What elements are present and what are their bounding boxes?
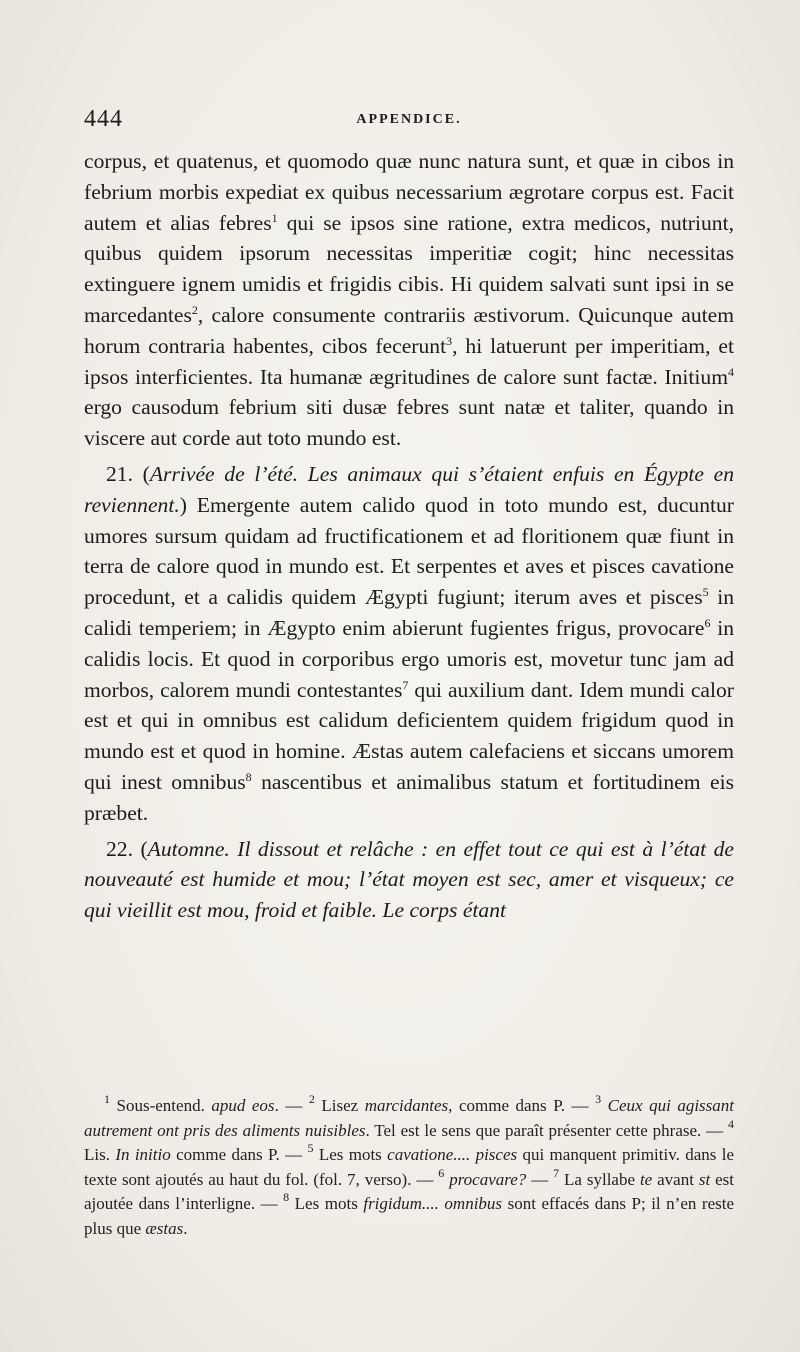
text-run: qui se ipsos sine ratione, extra medicos, nutriunt, quibus quidem ipsorum necessitas imperitiæ cogit; hinc necessitas extinguere ignem umidis et frigidis cibis. Hi quidem salvati sunt ipsi in se marcedantes <box>84 210 734 327</box>
italic-text: frigidum.... omnibus <box>363 1194 503 1214</box>
italic-text: cavatione.... pisces <box>387 1145 518 1165</box>
text-run: ergo causodum febrium siti dusæ febres sunt natæ et taliter, quando in viscere aut corde aut toto mundo est. <box>84 395 734 451</box>
italic-text: Ceux qui agissant autrement ont pris des aliments nuisibles <box>84 1096 734 1140</box>
running-head: APPENDICE. <box>356 112 462 127</box>
footnote-ref: 1 <box>271 210 278 225</box>
text-run: in calidis locis. Et quod in corporibus ergo umoris est, movetur tunc jam ad morbos, calorem mundi contestantes <box>84 615 734 702</box>
text-run: 22. ( <box>106 836 148 861</box>
footnote-ref: 3 <box>446 333 453 348</box>
footnote-ref: 1 <box>104 1092 110 1106</box>
text-run: . Tel est le sens que paraît présenter cette phrase. — <box>365 1120 728 1140</box>
text-run: nascentibus et animalibus statum et fortitudinem eis præbet. <box>84 769 734 825</box>
text-run: corpus, et quatenus, et quomodo quæ nunc natura sunt, et quæ in cibos in febrium morbis expediat ex quibus necessarium ægrotare corpus est. Facit autem et alias febres <box>84 149 734 235</box>
text-run: 21. ( <box>106 461 150 486</box>
footnote-ref: 8 <box>283 1190 290 1205</box>
text-run: . — <box>274 1096 309 1115</box>
paragraph-continuation <box>84 146 734 454</box>
footnote-block <box>84 1094 734 1242</box>
text-run: , comme dans P. — <box>448 1096 596 1115</box>
footnote-ref: 5 <box>307 1141 314 1156</box>
italic-text: marcidantes <box>364 1096 449 1115</box>
italic-text: st <box>698 1169 711 1189</box>
footnote-ref: 5 <box>702 585 709 600</box>
text-run: , calore consumente contrariis æstivorum. Quicunque autem horum contraria habentes, cibos fecerunt <box>84 302 734 358</box>
text-run: avant <box>652 1169 699 1189</box>
page-header <box>84 106 734 136</box>
footnote-ref: 8 <box>245 769 252 784</box>
text-run: est ajoutée dans l’interligne. — <box>84 1169 734 1214</box>
text-run: in calidi temperiem; in Ægypto enim abierunt fugientes frigus, provocare <box>84 585 734 640</box>
footnote-ref: 2 <box>308 1092 315 1106</box>
text-run: — <box>526 1169 554 1189</box>
text-run: , hi latuerunt per imperitiam, et ipsos interficientes. Ita humanæ ægritudines de calore sunt factæ. Initium <box>84 333 734 389</box>
footnote-ref: 7 <box>402 677 409 692</box>
italic-text: In initio <box>115 1145 171 1165</box>
footnotes <box>84 1094 734 1242</box>
paragraph-section-21 <box>84 459 734 829</box>
text-run: qui manquent primitiv. dans le texte sont ajoutés au haut du fol. (fol. 7, verso). — <box>84 1145 734 1189</box>
paragraph-section-22 <box>84 834 734 926</box>
italic-text: Automne. Il dissout et relâche : en effet tout ce qui est à l’état de nouveauté est humide et mou; l’état moyen est sec, amer et visqueux; ce qui vieillit est mou, froid et faible. Le corps étant <box>84 836 734 923</box>
text-run: . <box>183 1218 188 1238</box>
text-run: La syllabe <box>559 1169 640 1189</box>
footnote-ref: 4 <box>728 1116 734 1131</box>
text-run: sont effacés dans P; il n’en reste plus que <box>84 1194 735 1238</box>
text-run: ) Emergente autem calido quod in toto mundo est, ducuntur umores sursum quidam ad fructificationem et ad floritionem quæ fiunt in terra de calore quod in mundo est. Et serpentes et aves et pisces cavatione procedunt, et a calidis quidem Ægypti fugiunt; iterum aves et pisces <box>84 492 734 610</box>
text-run: Lis. <box>84 1145 116 1165</box>
footnote-ref: 4 <box>728 364 734 379</box>
text-run: qui auxilium dant. Idem mundi calor est et qui in omnibus est calidum deficientem quidem frigidum quod in mundo est et quod in homine. Æstas autem calefaciens et siccans umorem qui inest omnibus <box>84 677 734 794</box>
italic-text: æstas <box>145 1218 184 1238</box>
footnote-ref: 7 <box>553 1165 560 1180</box>
text-run: Les mots <box>289 1194 364 1214</box>
italic-text: te <box>639 1169 653 1189</box>
footnote-ref: 6 <box>704 615 711 630</box>
footnote-ref: 2 <box>191 302 198 317</box>
text-run: Sous-entend. <box>110 1096 212 1115</box>
text-run: Lisez <box>314 1096 365 1115</box>
page-number: 444 <box>84 106 123 132</box>
italic-text: procavare? <box>449 1169 527 1189</box>
text-run: Les mots <box>313 1145 388 1165</box>
text-run: comme dans P. — <box>170 1145 308 1165</box>
italic-text: apud eos <box>211 1096 275 1115</box>
footnote-ref: 6 <box>438 1165 445 1180</box>
italic-text: Arrivée de l’été. Les animaux qui s’étaient enfuis en Égypte en reviennent. <box>84 461 734 517</box>
main-text <box>84 146 734 926</box>
footnote-ref: 3 <box>595 1092 602 1106</box>
